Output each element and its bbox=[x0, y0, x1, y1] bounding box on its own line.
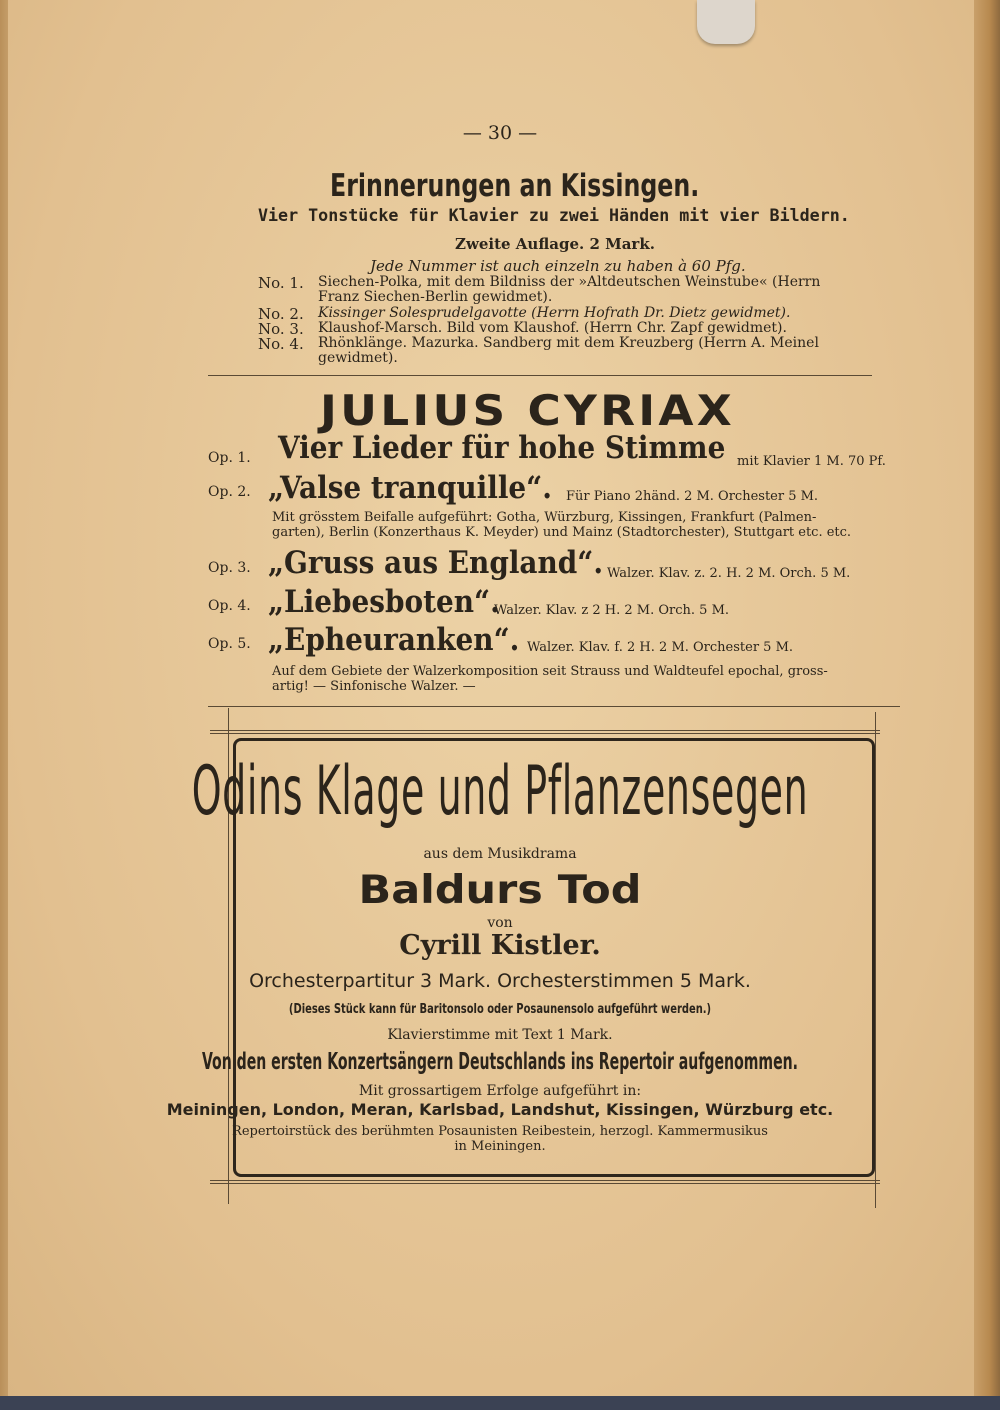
divider bbox=[208, 375, 872, 376]
opus-note: garten), Berlin (Konzerthaus K. Meyder) und Mainz (Stadtorchester), Stuttgart etc. etc. bbox=[272, 525, 852, 540]
drama-title: Baldurs Tod bbox=[358, 868, 642, 913]
opus-detail: Walzer. Klav. z 2 H. 2 M. Orch. 5 M. bbox=[494, 603, 730, 618]
item-number: No. 2. bbox=[258, 305, 304, 323]
box-rule-bottom bbox=[210, 1180, 880, 1181]
opus-number: Op. 1. bbox=[208, 450, 251, 466]
advert-reper-line: Repertoirstück des berühmten Posaunisten Reibestein, herzogl. Kammermusikus bbox=[232, 1124, 768, 1139]
advert-note: (Dieses Stück kann für Baritonsolo oder Posaunensolo aufgeführt werden.) bbox=[288, 1002, 712, 1017]
bottom-strip bbox=[0, 1396, 1000, 1410]
page-number: — 30 — bbox=[462, 122, 538, 144]
item-number: No. 3. bbox=[258, 320, 304, 338]
advert-cities: Meiningen, London, Meran, Karlsbad, Landshut, Kissingen, Würzburg etc. bbox=[166, 1100, 834, 1119]
advert-von: von bbox=[487, 915, 513, 931]
page-edge bbox=[974, 0, 1000, 1400]
opus-title: „Gruss aus England“. bbox=[268, 545, 604, 581]
opus-note: Mit grösstem Beifalle aufgeführt: Gotha, Würzburg, Kissingen, Frankfurt (Palmen- bbox=[272, 510, 817, 525]
advert-aus: aus dem Musikdrama bbox=[423, 846, 577, 862]
opus-number: Op. 4. bbox=[208, 598, 251, 614]
opus-number: Op. 3. bbox=[208, 560, 251, 576]
item-line: Klaushof-Marsch. Bild vom Klaushof. (Herrn Chr. Zapf gewidmet). bbox=[318, 320, 787, 336]
divider bbox=[208, 706, 900, 707]
item-line: Franz Siechen-Berlin gewidmet). bbox=[318, 289, 553, 305]
advert-composer: Cyrill Kistler. bbox=[399, 930, 601, 961]
box-rule-top bbox=[210, 730, 880, 731]
kissingen-title: Erinnerungen an Kissingen. bbox=[330, 168, 700, 204]
opus-detail: mit Klavier 1 M. 70 Pf. bbox=[737, 454, 886, 469]
box-rule-bottom bbox=[210, 1183, 880, 1184]
opus-note: artig! — Sinfonische Walzer. — bbox=[272, 679, 476, 694]
item-number: No. 1. bbox=[258, 274, 304, 292]
opus-title: „Liebesboten“. bbox=[268, 584, 500, 620]
opus-title: „Valse tranquille“. bbox=[268, 470, 552, 506]
item-number: No. 4. bbox=[258, 335, 304, 353]
page-tab bbox=[697, 0, 755, 44]
advert-performed: Mit grossartigem Erfolge aufgeführt in: bbox=[358, 1083, 642, 1099]
opus-number: Op. 5. bbox=[208, 636, 251, 652]
opus-note: Auf dem Gebiete der Walzerkomposition seit Strauss und Waldteufel epochal, gross- bbox=[272, 664, 828, 679]
opus-detail: Walzer. Klav. z. 2. H. 2 M. Orch. 5 M. bbox=[607, 566, 851, 581]
item-line: Kissinger Solesprudelgavotte (Herrn Hofrath Dr. Dietz gewidmet). bbox=[318, 305, 791, 321]
box-rule-top bbox=[210, 733, 880, 734]
kissingen-subtitle: Vier Tonstücke für Klavier zu zwei Händen mit vier Bildern. bbox=[258, 206, 850, 226]
item-line: Rhönklänge. Mazurka. Sandberg mit dem Kreuzberg (Herrn A. Meinel bbox=[318, 335, 819, 351]
item-line: gewidmet). bbox=[318, 350, 398, 366]
opus-title: Vier Lieder für hohe Stimme bbox=[278, 430, 726, 466]
advert-repertoire: Von den ersten Konzertsängern Deutschlands ins Repertoir aufgenommen. bbox=[202, 1049, 798, 1075]
item-line: Siechen-Polka, mit dem Bildniss der »Altdeutschen Weinstube« (Herrn bbox=[318, 274, 821, 290]
opus-number: Op. 2. bbox=[208, 484, 251, 500]
composer-name: JULIUS CYRIAX bbox=[320, 386, 735, 435]
kissingen-note: Jede Nummer ist auch einzeln zu haben à 60 Pfg. bbox=[370, 257, 746, 275]
opus-title: „Epheuranken“. bbox=[268, 622, 520, 658]
advert-klavier: Klavierstimme mit Text 1 Mark. bbox=[387, 1027, 613, 1043]
advert-prices: Orchesterpartitur 3 Mark. Orchesterstimmen 5 Mark. bbox=[249, 970, 751, 992]
opus-detail: Walzer. Klav. f. 2 H. 2 M. Orchester 5 M. bbox=[527, 640, 794, 655]
advert-title: Odins Klage und Pflanzensegen bbox=[191, 752, 809, 831]
kissingen-edition: Zweite Auflage. 2 Mark. bbox=[455, 235, 655, 253]
opus-detail: Für Piano 2händ. 2 M. Orchester 5 M. bbox=[566, 489, 819, 504]
advert-reper-line: in Meiningen. bbox=[454, 1139, 546, 1154]
